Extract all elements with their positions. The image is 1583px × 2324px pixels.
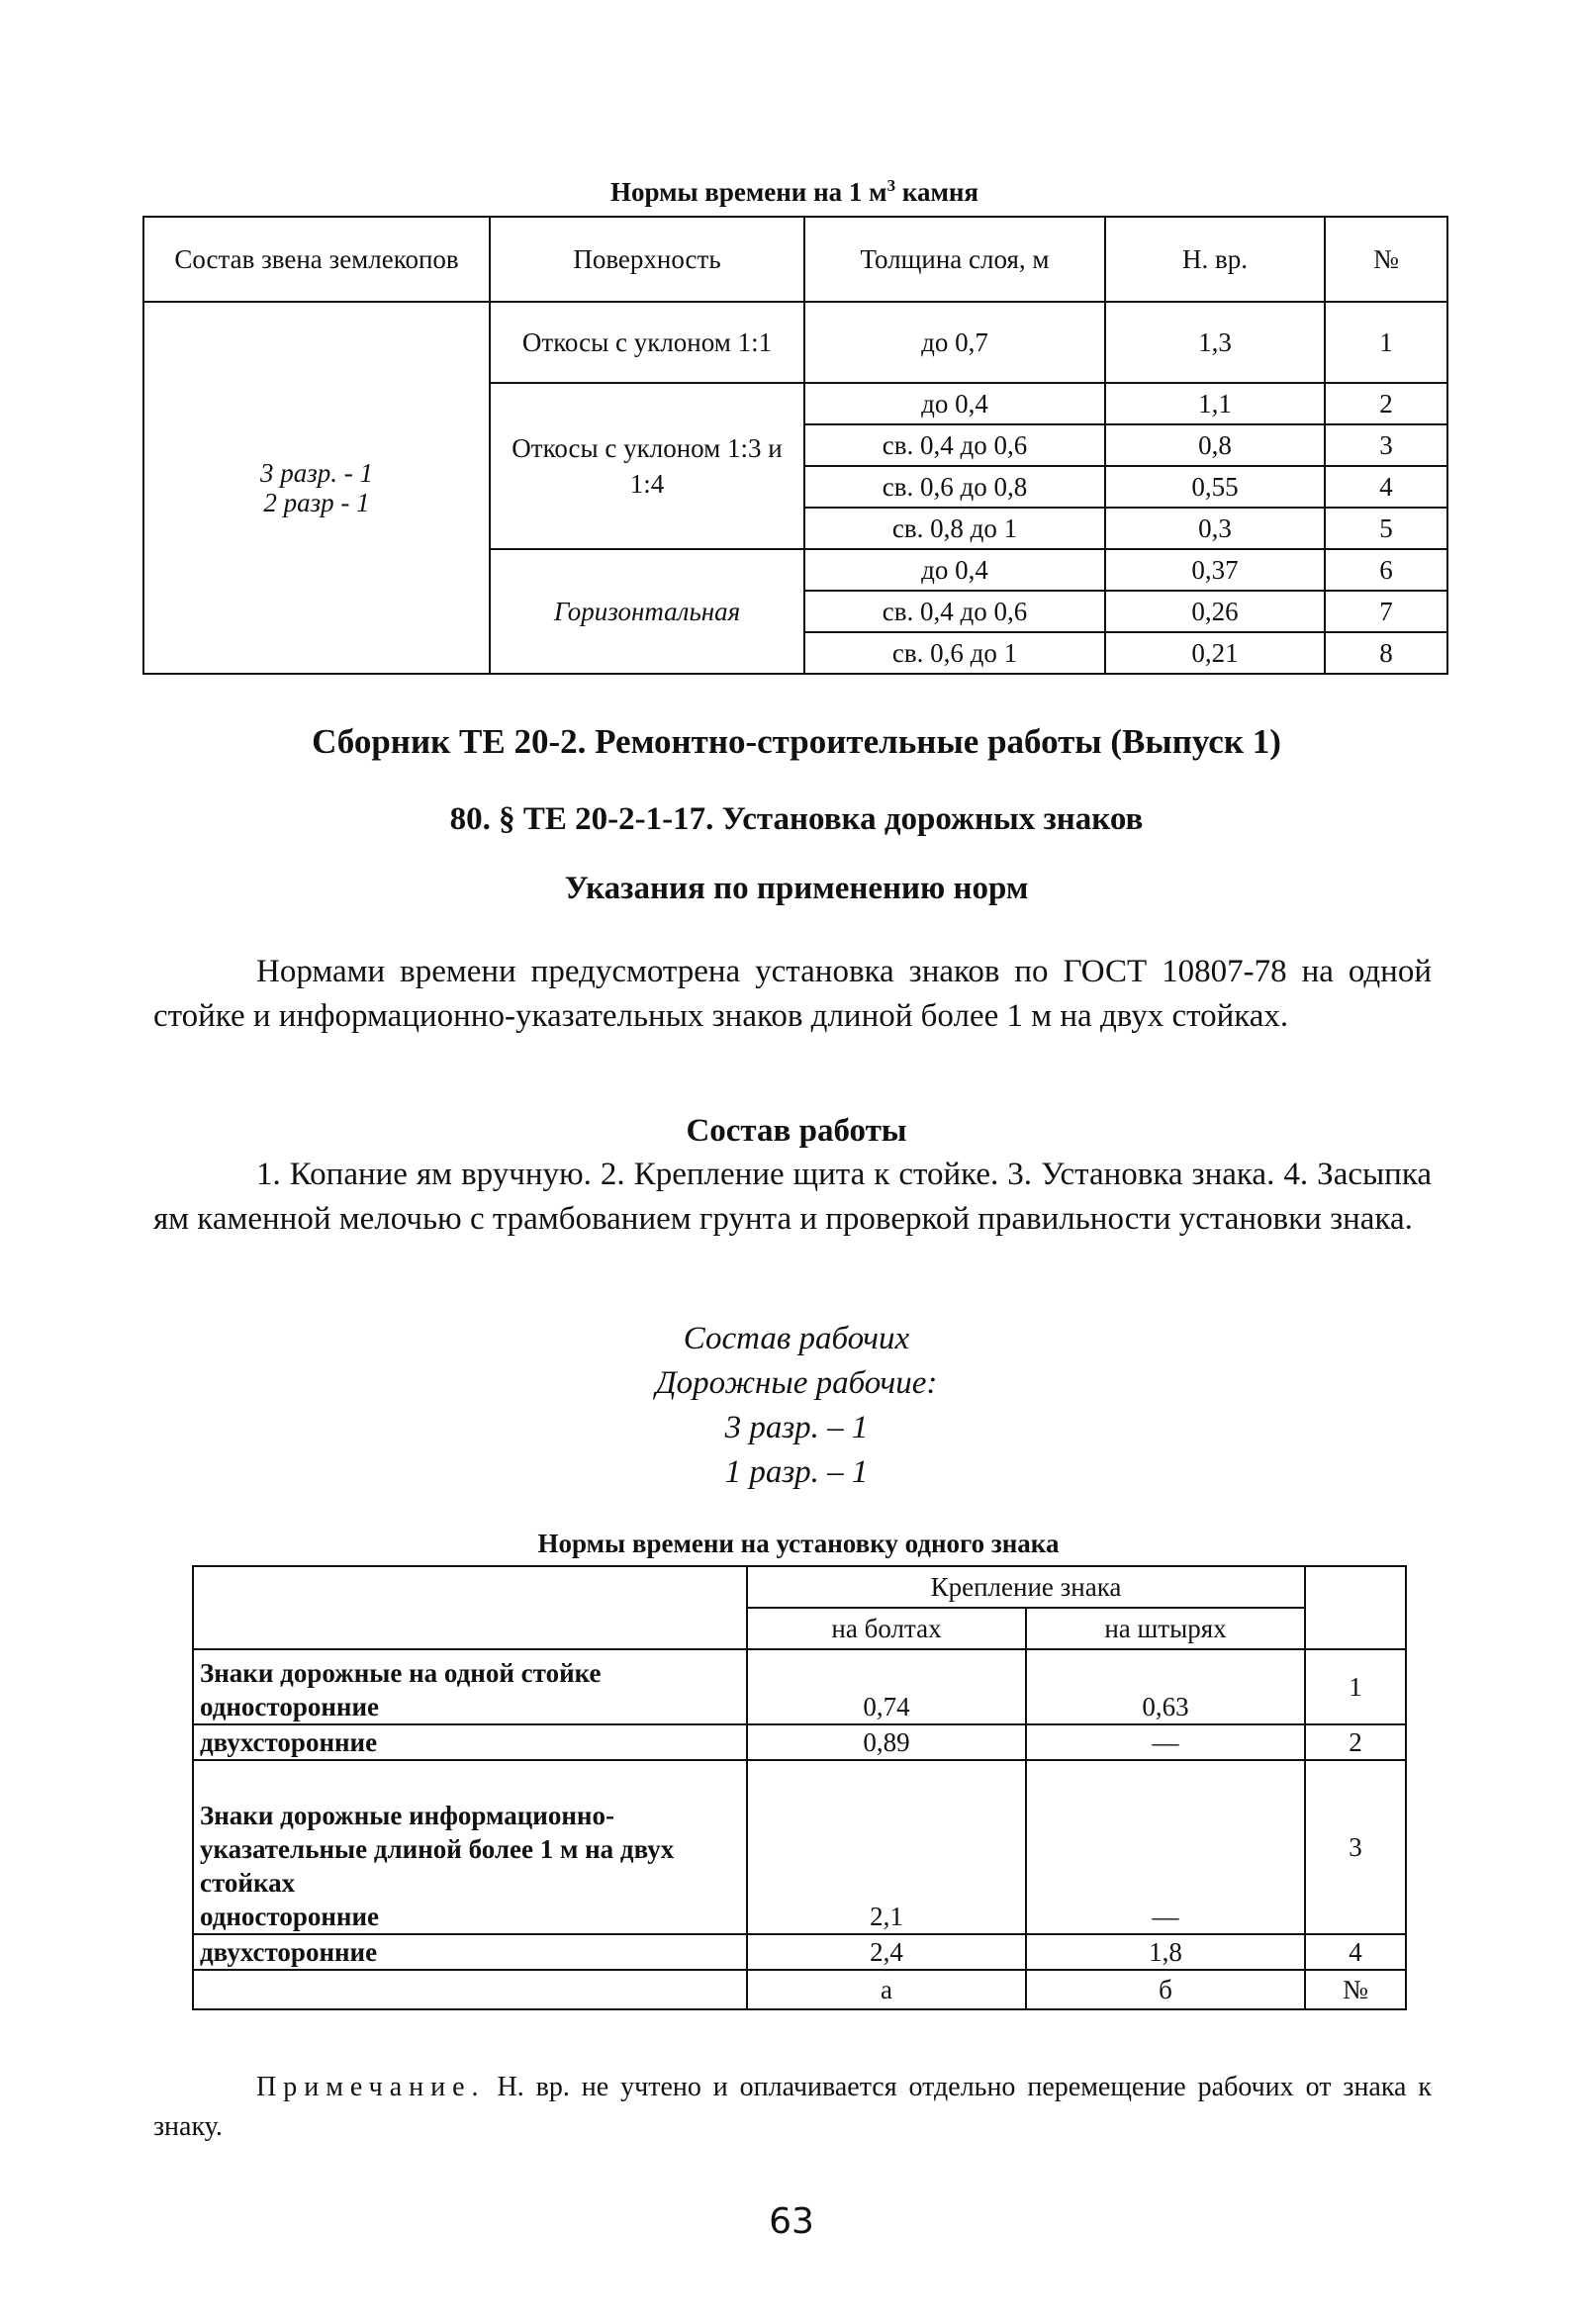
table1-norm: 1,1 xyxy=(1105,383,1325,424)
table2-caption: Нормы времени на установку одного знака xyxy=(537,1529,1060,1558)
workers-line-1: 3 разр. – 1 xyxy=(724,1410,869,1445)
table1-num: 6 xyxy=(1325,549,1447,591)
table1-header-row xyxy=(143,217,1447,302)
table2-row4-label: двухсторонние xyxy=(193,1934,747,1970)
guidance-text: Нормами времени предусмотрена установка знаков по ГОСТ 10807-78 на одной стойке и информационно-указательных знаков длиной более 1 м на двух стойках. xyxy=(153,954,1432,1034)
table2-header-bolts: на болтах xyxy=(747,1608,1026,1649)
table1-caption-superscript: 3 xyxy=(886,176,896,195)
table2-footer-num: № xyxy=(1305,1970,1406,2009)
table1-thickness: до 0,4 xyxy=(804,383,1105,424)
table1 xyxy=(142,216,1448,675)
table1-norm: 0,3 xyxy=(1105,508,1325,549)
table1-header-surface: Поверхность xyxy=(490,217,804,302)
page-number: 63 xyxy=(769,2201,814,2242)
table1-norm: 1,3 xyxy=(1105,302,1325,383)
table2-row4-bolts: 2,4 xyxy=(747,1934,1026,1970)
table2-footer-b: б xyxy=(1026,1970,1305,2009)
table1-caption-tail: камня xyxy=(895,177,979,207)
table1-num: 1 xyxy=(1325,302,1447,383)
table2-row1-label xyxy=(193,1649,747,1724)
table2-row2-num: 2 xyxy=(1305,1724,1406,1760)
table1-surface-3: Горизонтальная xyxy=(490,549,804,674)
table1-caption xyxy=(144,176,1444,208)
table2-row2-bolts: 0,89 xyxy=(747,1724,1026,1760)
table2-row2-pins: — xyxy=(1026,1724,1305,1760)
table2-header-pins: на штырях xyxy=(1026,1608,1305,1649)
table1-norm: 0,8 xyxy=(1105,424,1325,466)
note xyxy=(153,2068,1432,2147)
table2-header-num-blank xyxy=(1305,1566,1406,1649)
table1-header-num: № xyxy=(1325,217,1447,302)
table1-header-norm: Н. вр. xyxy=(1105,217,1325,302)
table1-thickness: св. 0,4 до 0,6 xyxy=(804,424,1105,466)
collection-title: Сборник ТЕ 20-2. Ремонтно-строительные работы (Выпуск 1) xyxy=(312,722,1281,761)
table1-norm: 0,55 xyxy=(1105,466,1325,508)
table2-header-row xyxy=(193,1566,1406,1608)
table1-thickness: до 0,7 xyxy=(804,302,1105,383)
table2-row3-num: 3 xyxy=(1305,1760,1406,1934)
table1-num: 5 xyxy=(1325,508,1447,549)
table-row xyxy=(193,1760,1406,1934)
crew-line-1: 3 разр. - 1 xyxy=(259,458,374,488)
table1-caption-main: Нормы времени на 1 м xyxy=(609,177,887,207)
table2-row4-num: 4 xyxy=(1305,1934,1406,1970)
table1-num: 3 xyxy=(1325,424,1447,466)
table2-header-group: Крепление знака xyxy=(747,1566,1305,1608)
table1-surface-2: Откосы с уклоном 1:3 и 1:4 xyxy=(490,383,804,549)
table1-norm: 0,26 xyxy=(1105,591,1325,632)
workers-heading: Состав рабочих xyxy=(683,1321,910,1356)
table2-row4-pins: 1,8 xyxy=(1026,1934,1305,1970)
crew-line-2: 2 разр - 1 xyxy=(263,488,370,517)
table1-num: 8 xyxy=(1325,632,1447,674)
table1-num: 7 xyxy=(1325,591,1447,632)
workers-subheading: Дорожные рабочие: xyxy=(655,1365,938,1401)
table-row xyxy=(193,1934,1406,1970)
work-heading: Состав работы xyxy=(686,1113,907,1149)
table-row xyxy=(193,1724,1406,1760)
table2-row3-label-a: Знаки дорожные информационно-указательные длиной более 1 м на двух стойках xyxy=(200,1801,675,1898)
table2-footer-row xyxy=(193,1970,1406,2009)
table1-header-crew: Состав звена землекопов xyxy=(143,217,490,302)
table2-row2-label: двухсторонние xyxy=(193,1724,747,1760)
table2-footer-blank xyxy=(193,1970,747,2009)
section-title: 80. § ТЕ 20-2-1-17. Установка дорожных знаков xyxy=(449,801,1144,837)
table1-norm: 0,37 xyxy=(1105,549,1325,591)
table-row xyxy=(193,1649,1406,1724)
table1-thickness: до 0,4 xyxy=(804,549,1105,591)
note-text: Н. вр. не учтено и оплачивается отдельно перемещение рабочих от знака к знаку. xyxy=(153,2072,1432,2142)
table2-row1-label-b: односторонние xyxy=(200,1692,379,1721)
table2-footer-a: а xyxy=(747,1970,1026,2009)
work-text: 1. Копание ям вручную. 2. Крепление щита к стойке. 3. Установка знака. 4. Засыпка ям каменной мелочью с трамбованием грунта и проверкой правильности установки знака. xyxy=(153,1157,1432,1237)
table1-thickness: св. 0,6 до 1 xyxy=(804,632,1105,674)
table1-header-thickness: Толщина слоя, м xyxy=(804,217,1105,302)
table2-header-blank xyxy=(193,1566,747,1649)
table2-row1-pins: 0,63 xyxy=(1026,1649,1305,1724)
table1-norm: 0,21 xyxy=(1105,632,1325,674)
table1-thickness: св. 0,4 до 0,6 xyxy=(804,591,1105,632)
table2-row1-bolts: 0,74 xyxy=(747,1649,1026,1724)
note-label: Примечание. xyxy=(256,2072,486,2102)
table2 xyxy=(192,1565,1407,2010)
table2-row3-pins: — xyxy=(1026,1760,1305,1934)
table2-row1-num: 1 xyxy=(1305,1649,1406,1724)
table1-surface-1: Откосы с уклоном 1:1 xyxy=(490,302,804,383)
table2-row3-bolts: 2,1 xyxy=(747,1760,1026,1934)
table1-crew-cell xyxy=(143,302,490,674)
table2-row1-label-a: Знаки дорожные на одной стойке xyxy=(200,1658,602,1688)
guidance-heading: Указания по применению норм xyxy=(564,871,1029,906)
table2-row3-label-b: односторонние xyxy=(200,1902,379,1931)
table2-row3-label xyxy=(193,1760,747,1934)
table-row xyxy=(143,302,1447,383)
table1-num: 2 xyxy=(1325,383,1447,424)
table1-thickness: св. 0,6 до 0,8 xyxy=(804,466,1105,508)
workers-line-2: 1 разр. – 1 xyxy=(724,1454,869,1490)
table1-num: 4 xyxy=(1325,466,1447,508)
table1-thickness: св. 0,8 до 1 xyxy=(804,508,1105,549)
